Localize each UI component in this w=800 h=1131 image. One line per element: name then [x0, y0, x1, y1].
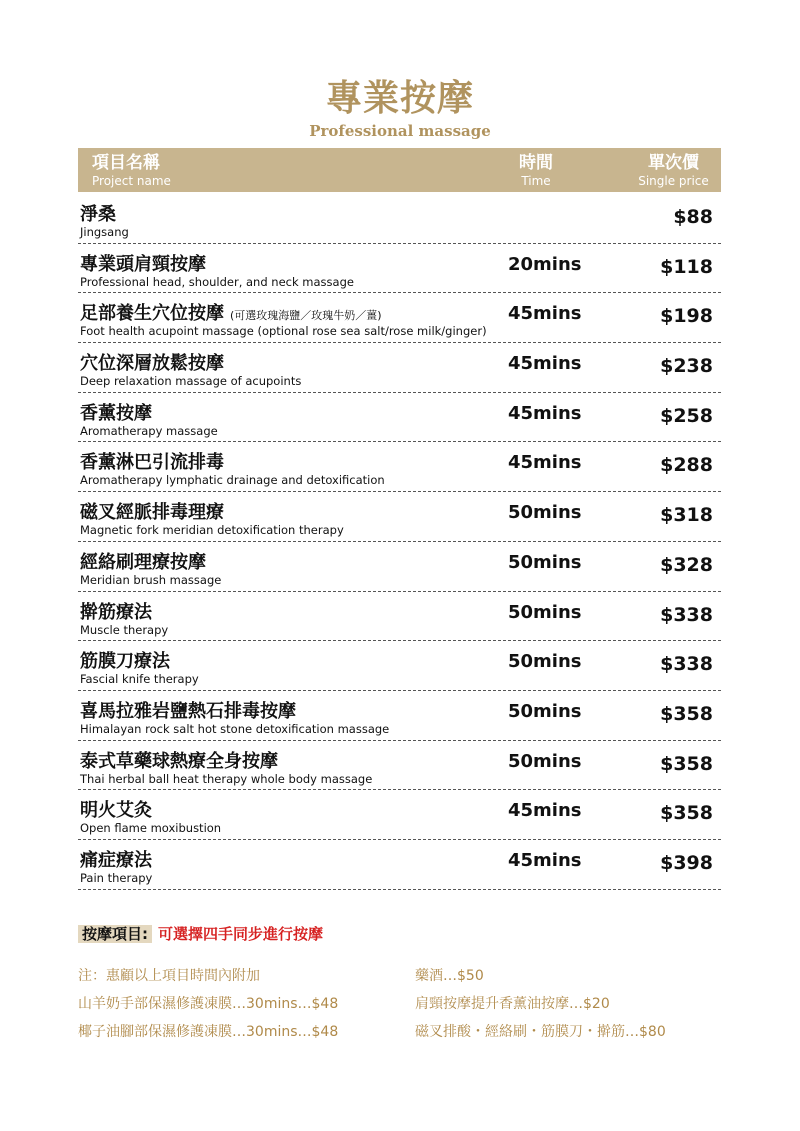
service-name-en: Deep relaxation massage of acupoints	[80, 374, 302, 389]
service-name-cn: 擀筋療法	[80, 601, 152, 623]
header-project-name	[92, 152, 171, 189]
service-time: 45mins	[508, 353, 582, 375]
service-name-en: Magnetic fork meridian detoxification therapy	[80, 523, 344, 538]
addon-note-line: 磁叉排酸・經絡刷・筋膜刀・擀筋…$80	[415, 1024, 666, 1040]
service-name-en: Himalayan rock salt hot stone detoxification massage	[80, 721, 390, 736]
service-name-en: Pain therapy	[80, 870, 153, 885]
service-price: $398	[660, 851, 713, 874]
addon-note-line: 椰子油腳部保濕修護凍膜…30mins…$48	[78, 1024, 339, 1040]
service-row	[78, 790, 721, 840]
header-time-cn: 時間	[519, 153, 553, 173]
service-price: $198	[660, 305, 713, 328]
service-row	[78, 592, 721, 642]
service-name-en: Muscle therapy	[80, 622, 169, 637]
service-row	[78, 691, 721, 741]
service-time: 50mins	[508, 502, 582, 524]
service-name-cn: 淨桑	[80, 204, 116, 225]
table-header	[78, 148, 721, 192]
service-price: $338	[660, 603, 713, 626]
service-time: 45mins	[508, 800, 582, 822]
header-price-en: Single price	[638, 174, 709, 188]
service-name-en: Aromatherapy massage	[80, 423, 218, 438]
service-price: $328	[660, 553, 713, 576]
service-name-cn: 香薰按摩	[80, 402, 152, 424]
service-price: $358	[660, 752, 713, 775]
service-list	[78, 194, 721, 890]
service-price: $258	[660, 404, 713, 427]
service-price: $118	[660, 255, 713, 278]
page-subtitle: Professional massage	[309, 122, 491, 140]
service-time: 45mins	[508, 452, 582, 474]
service-row	[78, 393, 721, 443]
service-price: $288	[660, 454, 713, 477]
service-name-en: Fascial knife therapy	[80, 672, 199, 687]
service-name-cn: 經絡刷理療按摩	[80, 551, 206, 573]
service-time: 20mins	[508, 253, 582, 275]
service-name-cn: 磁叉經脈排毒理療	[80, 502, 224, 524]
service-name-en: Meridian brush massage	[80, 572, 222, 587]
service-price: $88	[673, 206, 713, 228]
massage-items-tag: 按摩項目:	[78, 925, 152, 943]
service-price: $338	[660, 653, 713, 676]
service-name-en: Thai herbal ball heat therapy whole body massage	[80, 771, 373, 786]
service-row	[78, 840, 721, 890]
service-name-cn: 香薰淋巴引流排毒	[80, 452, 224, 474]
service-name-en: Foot health acupoint massage (optional rose sea salt/rose milk/ginger)	[80, 324, 487, 339]
header-name-cn: 項目名稱	[92, 153, 160, 173]
service-price: $318	[660, 504, 713, 527]
service-price: $358	[660, 702, 713, 725]
service-row	[78, 542, 721, 592]
service-row	[78, 741, 721, 791]
service-time: 50mins	[508, 651, 582, 673]
service-name-cn: 足部養生穴位按摩	[80, 303, 224, 325]
service-row	[78, 641, 721, 691]
header-time	[496, 152, 576, 189]
service-time: 50mins	[508, 750, 582, 772]
service-name-en: Aromatherapy lymphatic drainage and detoxification	[80, 473, 385, 488]
service-option-note: (可選玫瑰海鹽／玫瑰牛奶／薑)	[230, 309, 382, 323]
service-time: 45mins	[508, 303, 582, 325]
service-time: 50mins	[508, 601, 582, 623]
header-time-en: Time	[521, 174, 551, 188]
service-time: 50mins	[508, 700, 582, 722]
addon-note-line: 藥酒…$50	[415, 968, 484, 984]
service-name-en: Jingsang	[80, 225, 129, 239]
service-name-cn: 穴位深層放鬆按摩	[80, 353, 224, 375]
service-row	[78, 442, 721, 492]
service-row	[78, 492, 721, 542]
header-name-en: Project name	[92, 174, 171, 188]
service-row	[78, 244, 721, 294]
service-row	[78, 194, 721, 244]
four-hands-text: 可選擇四手同步進行按摩	[158, 925, 324, 943]
service-name-cn: 專業頭肩頸按摩	[80, 253, 206, 275]
page-title: 專業按摩	[325, 77, 474, 119]
service-price: $238	[660, 355, 713, 378]
addon-note-line: 山羊奶手部保濕修護凍膜…30mins…$48	[78, 996, 339, 1012]
addon-note-line: 注：惠顧以上項目時間內附加	[78, 968, 260, 984]
service-name-cn: 痛症療法	[80, 849, 152, 871]
service-time: 45mins	[508, 849, 582, 871]
service-row	[78, 293, 721, 343]
service-time: 45mins	[508, 402, 582, 424]
service-price: $358	[660, 802, 713, 825]
addon-note-line: 肩頸按摩提升香薰油按摩…$20	[415, 996, 610, 1012]
service-name-cn: 泰式草藥球熱療全身按摩	[80, 750, 278, 772]
four-hands-note	[78, 922, 323, 946]
service-row	[78, 343, 721, 393]
service-name-cn: 明火艾灸	[80, 800, 152, 822]
header-price	[626, 152, 721, 189]
header-price-cn: 單次價	[648, 153, 699, 173]
service-name-cn: 喜馬拉雅岩鹽熱石排毒按摩	[80, 700, 296, 722]
service-time: 50mins	[508, 551, 582, 573]
service-name-en: Open flame moxibustion	[80, 821, 222, 836]
service-name-en: Professional head, shoulder, and neck massage	[80, 274, 354, 289]
service-name-cn: 筋膜刀療法	[80, 651, 170, 673]
